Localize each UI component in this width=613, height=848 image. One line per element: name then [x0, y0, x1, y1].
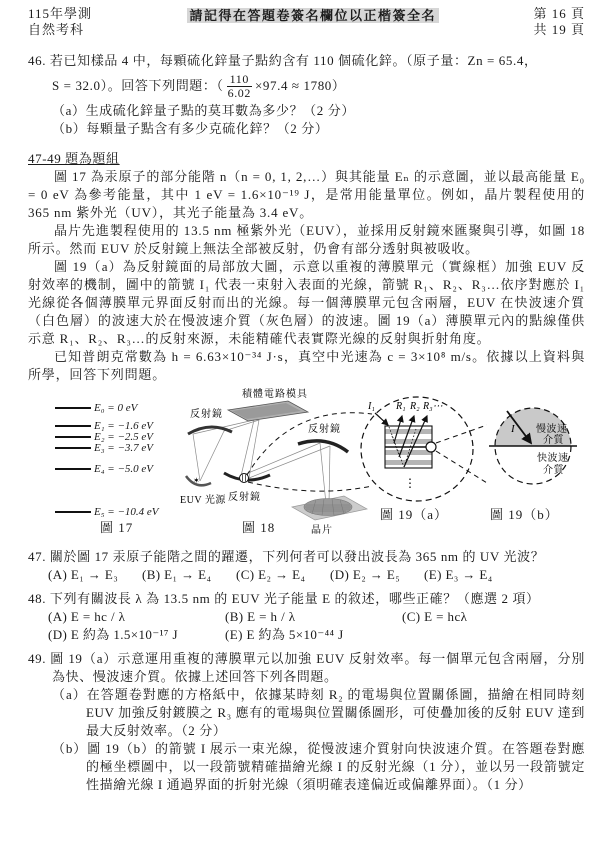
figure-18-caption: 圖 18	[242, 520, 276, 535]
question-47-stem: 關於圖 17 汞原子能階之間的躍遷，下列何者可以發出波長為 365 nm 的 UV 光波？	[49, 549, 545, 564]
fast-medium-label-1: 快波速	[537, 453, 569, 464]
euv-source-label: EUV 光源	[180, 495, 226, 506]
figures-row	[28, 386, 585, 544]
mirror-right	[298, 441, 348, 452]
question-47-number: 47.	[28, 549, 47, 564]
mirror-bottom-label: 反射鏡	[228, 492, 261, 503]
question-48-options-row2	[28, 626, 585, 644]
question-48-options-row1	[28, 608, 585, 626]
fraction-110-602	[227, 73, 252, 100]
question-46-text: 若已知樣品 4 中，每顆硫化鋅量子點約含有 110 個硫化鋅。（原子量：Zn = 65.4，	[49, 53, 538, 68]
group-paragraph-4: 已知普朗克常數為 h = 6.63×10⁻³⁴ J·s，真空中光速為 c = 3×10⁸ m/s。依據以上資料與所學，回答下列問題。	[28, 349, 585, 382]
reflected-ray-R3-label: R₃⋯	[423, 401, 443, 412]
page-number-label: 第 16 頁	[533, 6, 585, 21]
question-46-number: 46.	[28, 53, 47, 68]
option-48-B: (B) E = h / λ	[225, 609, 296, 624]
level-line-icon	[55, 511, 91, 513]
fast-medium-label-2: 介質	[543, 465, 564, 476]
level-line-icon	[55, 468, 91, 470]
question-49-item-b: （b）圖 19（b）的箭號 I 展示一束光線，從慢波速介質射向快波速介質。在答題卷對應的極坐標圖中，以一段箭號精確描繪光線 I 的反射光線（1 分），並以另一段箭號定性描繪光線 I 通過界面的折射光線（須明確表達偏近或偏離界面）。（1 分）	[52, 741, 585, 792]
reflected-ray-R2-label: R₂	[410, 401, 420, 412]
fraction-numerator: 110	[227, 73, 252, 87]
figure-17-caption: 圖 17	[100, 520, 134, 535]
figure-18-euv-optics-diagram	[180, 386, 372, 536]
questions-47-49	[0, 548, 613, 794]
slow-layer	[385, 460, 432, 465]
header-left	[28, 6, 92, 38]
question-48-stem: 下列有關波長 λ 為 13.5 nm 的 EUV 光子能量 E 的敘述，哪些正確？（應選 2 項）	[49, 591, 540, 606]
slow-medium-label-2: 介質	[543, 435, 564, 446]
continuation-dots: ⋮	[404, 476, 416, 490]
incident-ray-I-label: I	[511, 423, 515, 435]
question-49-stem: 圖 19（a）示意運用重複的薄膜單元以加強 EUV 反射效率。每一個單元包含兩層，分別為快、慢波速介質。依據上述回答下列各問題。	[50, 651, 585, 684]
ic-mold-label: 積體電路模具	[242, 389, 308, 400]
question-47-options	[28, 566, 585, 584]
interface-magnifier-circle	[426, 442, 436, 452]
level-line-icon	[55, 407, 91, 409]
slow-medium-label-1: 慢波速	[536, 424, 568, 435]
question-46-line2	[28, 70, 585, 102]
option-48-A: (A) E = hc / λ	[48, 609, 126, 624]
option-48-E: (E) E 約為 5×10⁻⁴⁴ J	[225, 627, 344, 642]
mirror-right-label: 反射鏡	[308, 424, 341, 435]
option-47-C: (C) E₂ → E₄	[236, 567, 306, 582]
mirror-top-left	[188, 427, 232, 434]
signature-notice: 請記得在答題卷簽名欄位以正楷簽全名	[187, 8, 440, 23]
question-46-item-b: （b）每顆量子點含有多少克硫化鋅？（2 分）	[52, 121, 329, 136]
header-right	[533, 6, 585, 38]
exam-subject-label: 自然考科	[28, 22, 85, 37]
figure-19b-interface-diagram	[465, 394, 610, 504]
question-48	[28, 590, 585, 644]
euv-source-star-icon: ✶	[193, 476, 200, 485]
option-47-E: (E) E₃ → E₄	[424, 567, 493, 582]
chip-label: 晶片	[311, 525, 333, 536]
question-46-line2-pre: S = 32.0）。回答下列問題：（	[52, 78, 224, 93]
energy-level-E0: E₀ = 0 eV	[55, 398, 137, 417]
option-47-B: (B) E₁ → E₄	[142, 567, 212, 582]
question-46-line2-post: ×97.4 ≈ 1780）	[254, 78, 346, 93]
group-paragraph-2: 晶片先進製程使用的 13.5 nm 極紫外光（EUV），並採用反射鏡來匯聚與引導，如圖 18 所示。然而 EUV 於反射鏡上無法全部被反射，仍會有部分透射與被吸收。	[28, 223, 585, 256]
fraction-denominator: 6.02	[227, 85, 251, 100]
option-47-A: (A) E₁ → E₃	[48, 567, 119, 582]
level-line-icon	[55, 447, 91, 449]
mirror-top-left-label: 反射鏡	[190, 409, 223, 420]
energy-level-E3: E₃ = −3.7 eV	[55, 438, 153, 457]
group-paragraph-3: 圖 19（a）為反射鏡面的局部放大圖，示意以重複的薄膜單元（實線框）加強 EUV 反射效率的機制，圖中的箭號 I₁ 代表一束射入表面的光線，箭號 R₁、R₂、R₃…依序對應於 I₁ 光線從各個薄膜單元界面反射而出的光線。每一個薄膜單元包含兩層，EUV 在快波速介質（白色層）的波速大於在慢波速介質（灰色層）的波速。圖 19（a）薄膜單元內的點線僅供示意 R₁、R₂、R₃…的反射來源，未能精確代表實際光線的反射與折射角度。	[28, 259, 585, 346]
group-heading-47-49: 47-49 題為題組	[28, 151, 120, 166]
figure-19a-caption: 圖 19（a）	[380, 507, 449, 522]
question-46	[28, 52, 585, 138]
reflected-ray-R1-label: R₁	[396, 401, 406, 412]
main-content	[0, 52, 613, 384]
question-46-line1	[28, 52, 585, 70]
slow-layer	[385, 439, 432, 444]
incident-ray-arrow	[375, 413, 388, 425]
option-48-D: (D) E 約為 1.5×10⁻¹⁷ J	[48, 627, 178, 642]
energy-level-E2: E₂ = −2.5 eV	[55, 427, 153, 446]
option-48-C: (C) E = hcλ	[402, 609, 468, 624]
incident-ray-label: I₁	[368, 401, 375, 412]
energy-level-E5: E₅ = −10.4 eV	[55, 502, 159, 521]
question-49	[28, 650, 585, 794]
figure-19b-caption: 圖 19（b）	[490, 507, 559, 522]
group-paragraph-1: 圖 17 為汞原子的部分能階 n（n = 0, 1, 2,…）與其能量 Eₙ 的示意圖，並以最高能量 E₀ = 0 eV 為參考能量，其中 1 eV = 1.6×10⁻¹⁹ J，是常用能量單位。例如，晶片製程使用的 365 nm 紫外光（UV），其光子能量為 3.4 eV。	[28, 169, 585, 220]
question-48-number: 48.	[28, 591, 47, 606]
question-47	[28, 548, 585, 584]
option-47-D: (D) E₂ → E₅	[330, 567, 401, 582]
exam-year-label: 115年學測	[28, 6, 93, 21]
energy-level-E4: E₄ = −5.0 eV	[55, 459, 153, 478]
page-header	[0, 0, 613, 38]
energy-level-E1: E₁ = −1.6 eV	[55, 416, 153, 435]
page-total-label: 共 19 頁	[533, 22, 585, 37]
question-49-item-a: （a）在答題卷對應的方格紙中，依據某時刻 R₂ 的電場與位置關係圖，描繪在相同時刻 EUV 加強反射鍍膜之 R₃ 應有的電場與位置關係圖形，可使疊加後的反射 EUV 達到最大反射效率。（2 分）	[52, 687, 585, 738]
header-center	[187, 6, 440, 25]
question-49-number: 49.	[28, 651, 47, 666]
question-46-item-a: （a）生成硫化鋅量子點的莫耳數為多少？（2 分）	[52, 103, 355, 118]
